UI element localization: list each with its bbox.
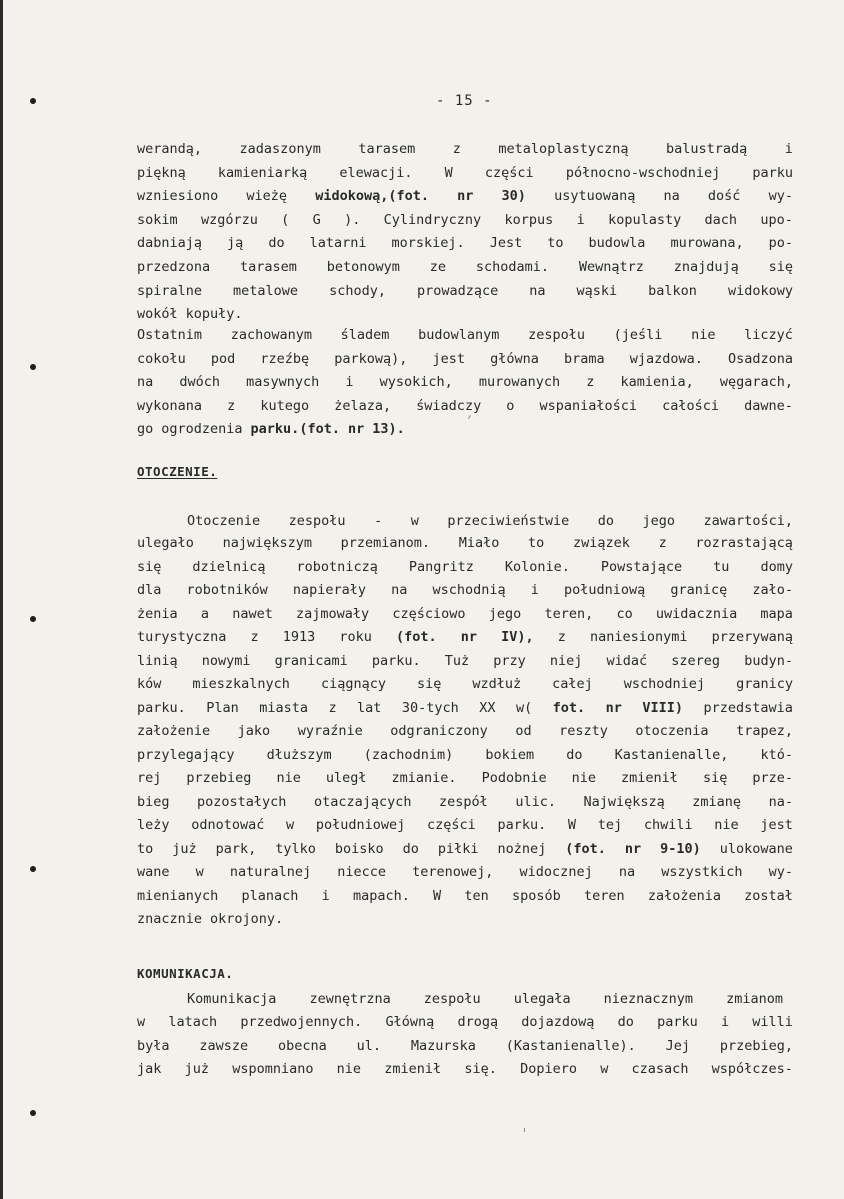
text-line: wykonana z kutego żelaza, świadczy o wspaniałości całości dawne- (137, 398, 793, 414)
binder-hole (30, 364, 36, 370)
text-line: werandą, zadaszonym tarasem z metaloplastyczną balustradą i (137, 141, 793, 157)
section-heading-komunikacja: KOMUNIKACJA. (137, 966, 234, 981)
text-line: Ostatnim zachowanym śladem budowlanym zespołu (jeśli nie liczyć (137, 327, 793, 343)
text-line: piękną kamieniarką elewacji. W części północno-wschodniej parku (137, 165, 793, 181)
text-line: wokół kopuły. (137, 306, 243, 322)
text-line: bieg pozostałych otaczających zespół ulic. Największą zmianę na- (137, 794, 793, 810)
text-line: się dzielnicą robotniczą Pangritz Kolonie. Powstające tu domy (137, 559, 793, 575)
binder-hole (30, 98, 36, 104)
text-line: żenia a nawet zajmowały częściowo jego teren, co uwidacznia mapa (137, 606, 793, 622)
text-line: wane w naturalnej niecce terenowej, widocznej na wszystkich wy- (137, 864, 793, 880)
text-line: mienianych planach i mapach. W ten sposób teren założenia został (137, 888, 793, 904)
binder-hole (30, 616, 36, 622)
text-line: była zawsze obecna ul. Mazurska (Kastanienalle). Jej przebieg, (137, 1038, 793, 1054)
text-line: cokołu pod rzeźbę parkową), jest główna brama wjazdowa. Osadzona (137, 351, 793, 367)
page-number: - 15 - (436, 93, 493, 109)
text-line: przylegający dłuższym (zachodnim) bokiem do Kastanienalle, któ- (137, 747, 793, 763)
text-line: rej przebieg nie uległ zmianie. Podobnie nie zmienił się prze- (137, 770, 793, 786)
text-line: w latach przedwojennych. Główną drogą dojazdową do parku i willi (137, 1014, 793, 1030)
text-line: przedzona tarasem betonowym ze schodami. Wewnątrz znajdują się (137, 259, 793, 275)
binder-hole (30, 1110, 36, 1116)
text-line: linią nowymi granicami parku. Tuż przy niej widać szereg budyn- (137, 653, 793, 669)
binder-hole (30, 866, 36, 872)
text-line: go ogrodzenia parku.(fot. nr 13). (137, 421, 405, 437)
text-line: parku. Plan miasta z lat 30-tych XX w( fot. nr VIII) przedstawia (137, 700, 793, 716)
text-line: na dwóch masywnych i wysokich, murowanych z kamienia, węgarach, (137, 374, 793, 390)
scan-speck (524, 1128, 525, 1132)
text-line: ulegało największym przemianom. Miało to związek z rozrastającą (137, 535, 793, 551)
text-line: wzniesiono wieżę widokową,(fot. nr 30) usytuowaną na dość wy- (137, 188, 793, 204)
section-heading-otoczenie: OTOCZENIE. (137, 464, 218, 479)
text-line: to już park, tylko boisko do piłki nożnej (fot. nr 9-10) ulokowane (137, 841, 793, 857)
text-line: sokim wzgórzu ( G ). Cylindryczny korpus i kopulasty dach upo- (137, 212, 793, 228)
text-line: Komunikacja zewnętrzna zespołu ulegała nieznacznym zmianom (187, 991, 783, 1007)
text-line: dabniają ją do latarni morskiej. Jest to budowla murowana, po- (137, 235, 793, 251)
text-line: znacznie okrojony. (137, 911, 284, 927)
scan-edge (0, 0, 3, 1199)
text-line: turystyczna z 1913 roku (fot. nr IV), z naniesionymi przerywaną (137, 629, 793, 645)
text-line: ków mieszkalnych ciągnący się wzdłuż całej wschodniej granicy (137, 676, 793, 692)
text-line: założenie jako wyraźnie odgraniczony od reszty otoczenia trapez, (137, 723, 793, 739)
text-line: leży odnotować w południowej części parku. W tej chwili nie jest (137, 817, 793, 833)
text-line: spiralne metalowe schody, prowadzące na wąski balkon widokowy (137, 283, 793, 299)
text-line: dla robotników napierały na wschodnią i południową granicę zało- (137, 582, 793, 598)
text-line: Otoczenie zespołu - w przeciwieństwie do jego zawartości, (187, 513, 793, 529)
scan-speck (468, 415, 471, 419)
text-line: jak już wspomniano nie zmienił się. Dopiero w czasach współczes- (137, 1061, 793, 1077)
